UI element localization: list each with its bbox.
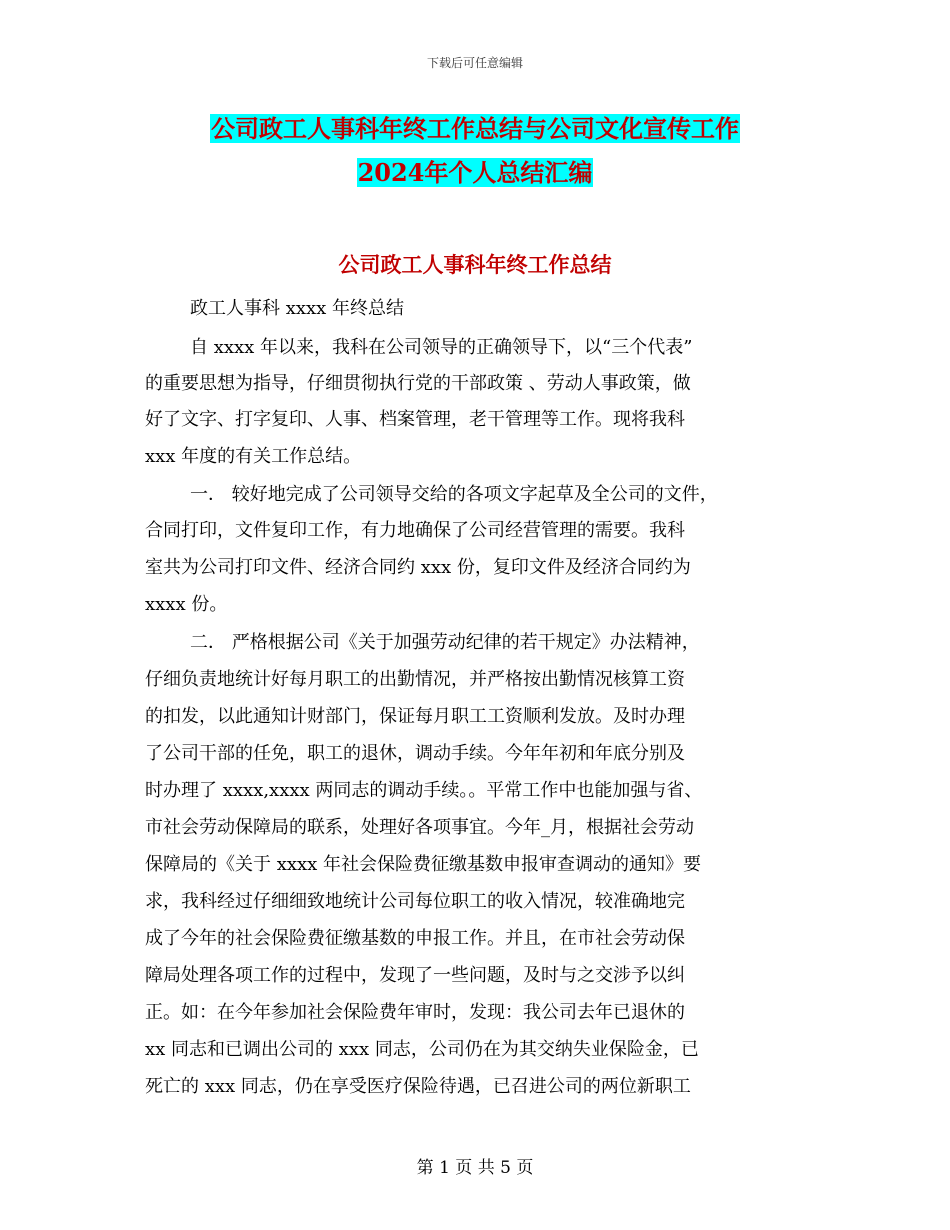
document-title-line-1 [0, 113, 950, 145]
body-line: 保障局的《关于 xxxx 年社会保险费征缴基数申报审查调动的通知》要 [145, 854, 702, 875]
body-line: 的扣发，以此通知计财部门，保证每月职工工资顺利发放。及时办理 [145, 706, 685, 727]
body-line: 二． 严格根据公司《关于加强劳动纪律的若干规定》办法精神， [190, 632, 700, 653]
body-line: 一． 较好地完成了公司领导交给的各项文字起草及全公司的文件， [190, 484, 718, 505]
body-line: 障局处理各项工作的过程中，发现了一些问题，及时与之交涉予以纠 [145, 965, 685, 986]
body-line: 政工人事科 xxxx 年终总结 [190, 298, 405, 319]
body-line: 成了今年的社会保险费征缴基数的申报工作。并且，在市社会劳动保 [145, 928, 685, 949]
body-line: xx 同志和已调出公司的 xxx 同志，公司仍在为其交纳失业保险金，已 [145, 1039, 699, 1060]
body-line: xxxx 份。 [145, 594, 228, 615]
body-line: 合同打印，文件复印工作，有力地确保了公司经营管理的需要。我科 [145, 520, 685, 541]
body-line: 的重要思想为指导，仔细贯彻执行党的干部政策 、劳动人事政策，做 [145, 373, 691, 394]
body-line: 好了文字、打字复印、人事、档案管理，老干管理等工作。现将我科 [145, 409, 685, 430]
body-line: 求，我科经过仔细细致地统计公司每位职工的收入情况，较准确地完 [145, 891, 685, 912]
body-line: 市社会劳动保障局的联系，处理好各项事宜。今年_月，根据社会劳动 [145, 817, 694, 838]
document-title-text-2: 2024年个人总结汇编 [357, 158, 593, 187]
page-number-footer: 第 1 页 共 5 页 [416, 1158, 534, 1178]
body-line: xxx 年度的有关工作总结。 [145, 446, 362, 467]
section-heading: 公司政工人事科年终工作总结 [338, 252, 612, 277]
header-note: 下载后可任意编辑 [426, 56, 523, 70]
document-title-text-1: 公司政工人事科年终工作总结与公司文化宣传工作 [211, 114, 739, 143]
body-line: 时办理了 xxxx,xxxx 两同志的调动手续。。平常工作中也能加强与省、 [145, 780, 703, 801]
body-line: 死亡的 xxx 同志，仍在享受医疗保险待遇，已召进公司的两位新职工 [145, 1076, 691, 1097]
body-line: 了公司干部的任免，职工的退休，调动手续。今年年初和年底分别及 [145, 743, 685, 764]
body-line: 自 xxxx 年以来，我科在公司领导的正确领导下，以“三个代表” [190, 337, 693, 358]
document-title-line-2 [0, 157, 950, 189]
body-line: 正。如：在今年参加社会保险费年审时，发现：我公司去年已退休的 [145, 1002, 685, 1023]
body-line: 室共为公司打印文件、经济合同约 xxx 份，复印文件及经济合同约为 [145, 557, 691, 578]
body-line: 仔细负责地统计好每月职工的出勤情况，并严格按出勤情况核算工资 [145, 669, 685, 690]
